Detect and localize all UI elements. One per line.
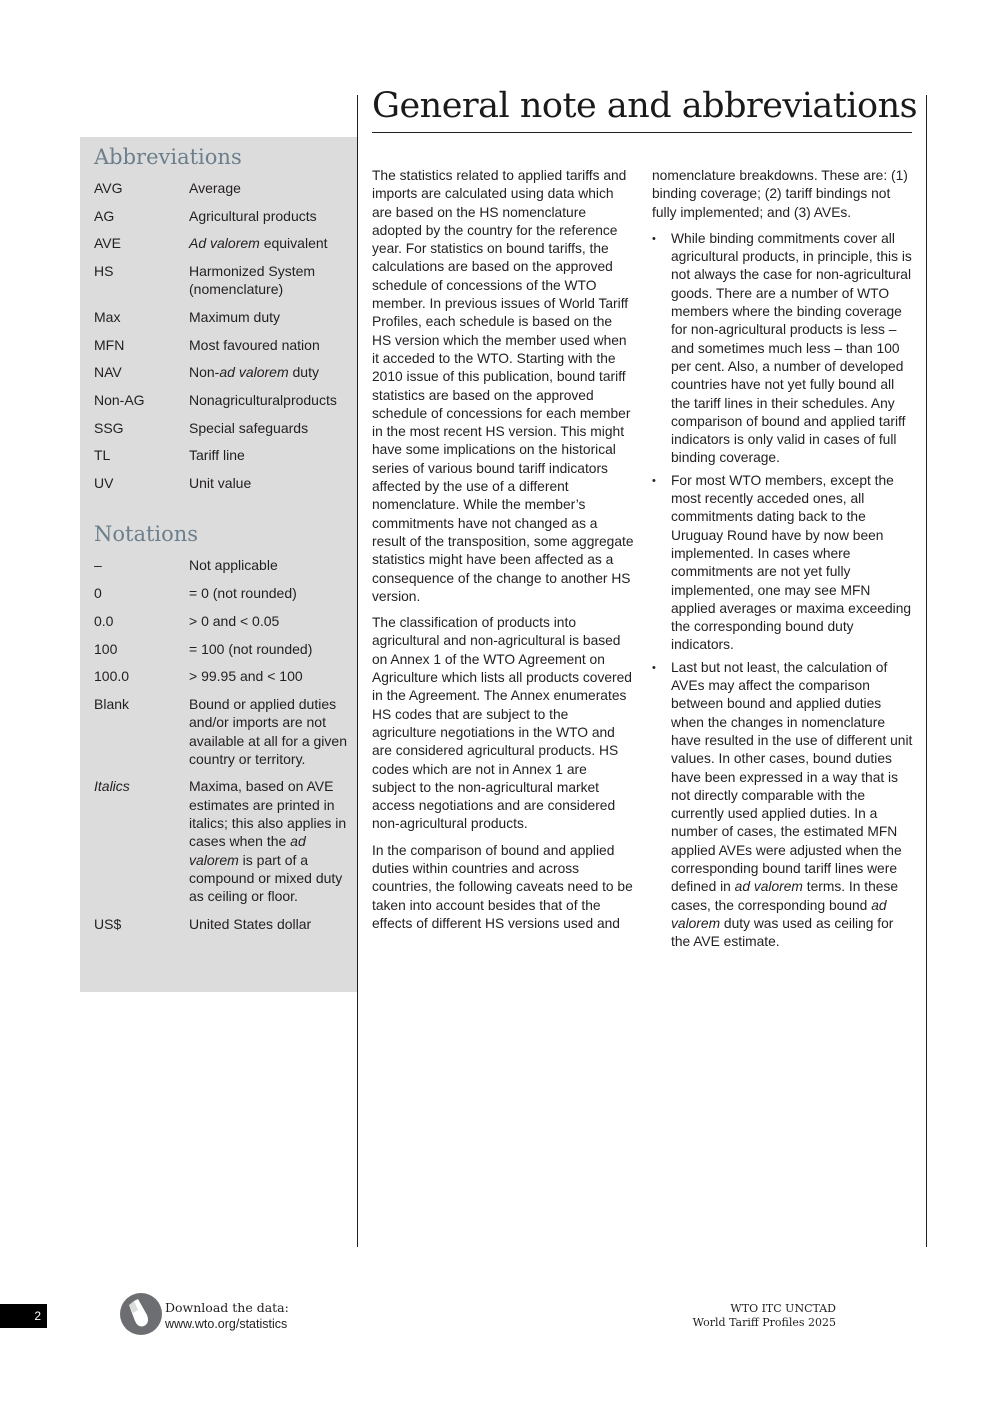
abbreviation-row	[94, 336, 347, 354]
caveats-list	[652, 230, 914, 952]
abbreviation-row-key: Max	[94, 309, 121, 326]
page-number: 2	[0, 1304, 47, 1328]
abbreviation-row-key: UV	[94, 475, 114, 492]
text-run: = 100 (not rounded)	[189, 640, 313, 657]
text-run: = 0 (not rounded)	[189, 585, 297, 602]
notation-row	[94, 667, 347, 685]
publication-footer	[693, 1302, 836, 1330]
abbreviations-heading: Abbreviations	[94, 145, 242, 169]
text-run: The classification of products into agricultural and non-agricultural is based on Annex 1 of the WTO Agreement on Agriculture which lists all products covered in the Agreement. The Annex enumerates HS codes that are subject to the agriculture negotiations in the WTO and are considered agricultural products. HS codes which are not in Annex 1 are subject to the non-agricultural market access negotiations and are considered non-agricultural products.	[372, 615, 632, 832]
notation-row-definition	[189, 556, 347, 574]
publication-title: World Tariff Profiles 2025	[692, 1316, 836, 1329]
text-run: Maxima, based on AVE estimates are printed in italics; this also applies in cases when the	[189, 778, 347, 850]
abbreviation-row-key: SSG	[94, 419, 124, 436]
notations-list	[94, 556, 347, 933]
abbreviation-row-key: MFN	[94, 336, 125, 353]
abbreviation-row	[94, 262, 347, 299]
abbreviation-row	[94, 308, 347, 326]
body-column-1	[372, 167, 634, 941]
italic-text: ad valorem	[189, 833, 306, 868]
abbreviation-row-definition	[189, 234, 347, 252]
abbreviation-row-definition	[189, 179, 347, 197]
abbreviation-row-definition	[189, 446, 347, 464]
abbreviation-row-key: AG	[94, 207, 115, 224]
notation-row-definition	[189, 612, 347, 630]
text-run: In the comparison of bound and applied duties within countries and across countries, the following caveats need to be taken into account besides that of the effects of different HS versions used and	[372, 842, 633, 931]
body-paragraph	[372, 614, 634, 834]
notations-heading: Notations	[94, 522, 199, 547]
abbreviation-row-key: AVG	[94, 180, 123, 196]
text-run: > 0 and < 0.05	[189, 612, 280, 629]
abbreviation-row-definition	[189, 207, 347, 225]
abbreviation-row-key: TL	[94, 447, 111, 464]
abbreviation-row-key: NAV	[94, 364, 122, 381]
text-run: United States dollar	[189, 915, 312, 932]
notation-row	[94, 777, 347, 905]
text-run: Harmonized System (nomenclature)	[189, 263, 316, 298]
notation-row-definition	[189, 777, 347, 905]
notation-row-definition	[189, 640, 347, 658]
text-run: Bound or applied duties and/or imports are not available at all for a given country or territory.	[189, 695, 347, 767]
text-run: Maximum duty	[189, 309, 281, 326]
publishing-organizations: WTO ITC UNCTAD	[730, 1302, 836, 1315]
notation-row-key: 100	[94, 640, 118, 657]
italic-text: ad valorem	[219, 364, 289, 381]
download-link[interactable]	[165, 1300, 289, 1332]
column-divider-left	[357, 95, 358, 1247]
text-run: Last but not least, the calculation of AVEs may affect the comparison between bound and applied duties when the changes in nomenclature have resulted in the use of different unit values. In other cases, bound duties have been expressed in a way that is not directly comparable with the currently used applied duties. In a number of cases, the estimated MFN applied AVEs were adjusted when the corresponding bound tariff lines were defined in	[671, 659, 913, 895]
abbreviation-row	[94, 419, 347, 437]
text-run: is part of a compound or mixed duty as ceiling or floor.	[189, 851, 343, 905]
caveats-intro	[652, 167, 914, 222]
text-run: While binding commitments cover all agricultural products, in principle, this is not always the case for non-agricultural goods. There are a number of WTO members where the binding coverage for non-agricultural products is less – and sometimes much less – than 100 per cent. Also, a number of developed countries have not yet fully bound all the tariff lines in their schedules. Any comparison of bound and applied tariff indicators is only valid in cases of full binding coverage.	[671, 230, 912, 466]
italic-text: Ad valorem	[189, 235, 260, 252]
caveat-bullet	[652, 472, 914, 655]
abbreviation-row-definition	[189, 308, 347, 326]
notation-row-definition	[189, 915, 347, 933]
text-run: Most favoured nation	[189, 336, 320, 353]
page-title: General note and abbreviations	[372, 86, 912, 133]
mouse-cursor-icon[interactable]	[120, 1293, 162, 1335]
abbreviation-row	[94, 207, 347, 225]
text-run: duty	[288, 364, 319, 381]
text-run: Non-	[189, 364, 220, 381]
abbreviations-sidebar	[80, 137, 357, 992]
text-run: > 99.95 and < 100	[189, 668, 303, 685]
caveat-bullet	[652, 659, 914, 952]
abbreviation-row	[94, 446, 347, 464]
body-paragraph	[372, 842, 634, 933]
notation-row-definition	[189, 584, 347, 602]
notation-row	[94, 556, 347, 574]
notation-row-key: 0	[94, 585, 102, 602]
text-run: Average	[189, 180, 241, 196]
body-column-2	[652, 167, 914, 955]
abbreviation-row-definition	[189, 474, 347, 492]
abbreviation-row	[94, 363, 347, 381]
notation-row-key: 100.0	[94, 668, 130, 685]
abbreviation-row-key: AVE	[94, 235, 121, 252]
download-url[interactable]: www.wto.org/statistics	[165, 1317, 288, 1331]
text-run: For most WTO members, except the most recently acceded ones, all commitments dating back to the Uruguay Round have by now been implemented. In cases where commitments are not yet fully implemented, one may see MFN applied averages or maxima exceeding the corresponding bound duty indicators.	[671, 472, 912, 653]
notation-row	[94, 695, 347, 768]
notation-row-definition	[189, 667, 347, 685]
text-run: terms. In these cases, the corresponding bound	[671, 879, 899, 913]
abbreviation-row-definition	[189, 363, 347, 381]
text-run: The statistics related to applied tariffs and imports are calculated using data which are based on the HS nomenclature adopted by the country for the reference year. For statistics on bound tariffs, the calculations are based on the approved schedule of concessions of the WTO member. In previous issues of World Tariff Profiles, each schedule is based on the HS version which the member used when it acceded to the WTO. Starting with the 2010 issue of this publication, bound tariff statistics are based on the approved schedule of concessions for each member in the most recent HS version. This might have some implications on the historical series of various bound tariff indicators affected by the use of a different nomenclature. While the member’s commitments have not changed as a result of the transposition, some aggregate statistics might have been affected as a consequence of the change to another HS version.	[372, 168, 634, 604]
abbreviation-row	[94, 179, 347, 197]
abbreviations-list	[94, 179, 347, 492]
notation-row-key: Italics	[94, 778, 130, 795]
abbreviation-row	[94, 474, 347, 492]
abbreviation-row-key: HS	[94, 263, 114, 280]
text-run: Agricultural products	[189, 207, 317, 224]
italic-text: ad valorem	[671, 897, 887, 931]
text-run: Tariff line	[189, 447, 245, 464]
body-paragraph	[372, 167, 634, 606]
notation-row	[94, 584, 347, 602]
notation-row-key: US$	[94, 915, 122, 932]
abbreviation-row-definition	[189, 419, 347, 437]
column-divider-right	[926, 95, 927, 1247]
text-run: Unit value	[189, 475, 252, 492]
notation-row	[94, 612, 347, 630]
notation-row	[94, 915, 347, 933]
text-run: equivalent	[259, 235, 328, 252]
text-run: Not applicable	[189, 557, 278, 574]
notation-row-definition	[189, 695, 347, 768]
abbreviation-row	[94, 234, 347, 252]
abbreviation-row-definition	[189, 262, 347, 299]
abbreviation-row-definition	[189, 391, 347, 409]
abbreviation-row	[94, 391, 347, 409]
caveat-bullet	[652, 230, 914, 468]
text-run: Nonagriculturalproducts	[189, 392, 337, 409]
notation-row-key: Blank	[94, 695, 130, 712]
notation-row-key: –	[94, 557, 102, 574]
text-run: duty was used as ceiling for the AVE estimate.	[671, 915, 894, 950]
text-run: nomenclature breakdowns. These are: (1) binding coverage; (2) tariff bindings not fully implemented; and (3) AVEs.	[652, 168, 908, 220]
notation-row	[94, 640, 347, 658]
abbreviation-row-definition	[189, 336, 347, 354]
text-run: Special safeguards	[189, 419, 309, 436]
notation-row-key: 0.0	[94, 612, 114, 629]
abbreviation-row-key: Non-AG	[94, 392, 145, 409]
italic-text: ad valorem	[734, 879, 803, 895]
download-label: Download the data:	[165, 1300, 289, 1315]
